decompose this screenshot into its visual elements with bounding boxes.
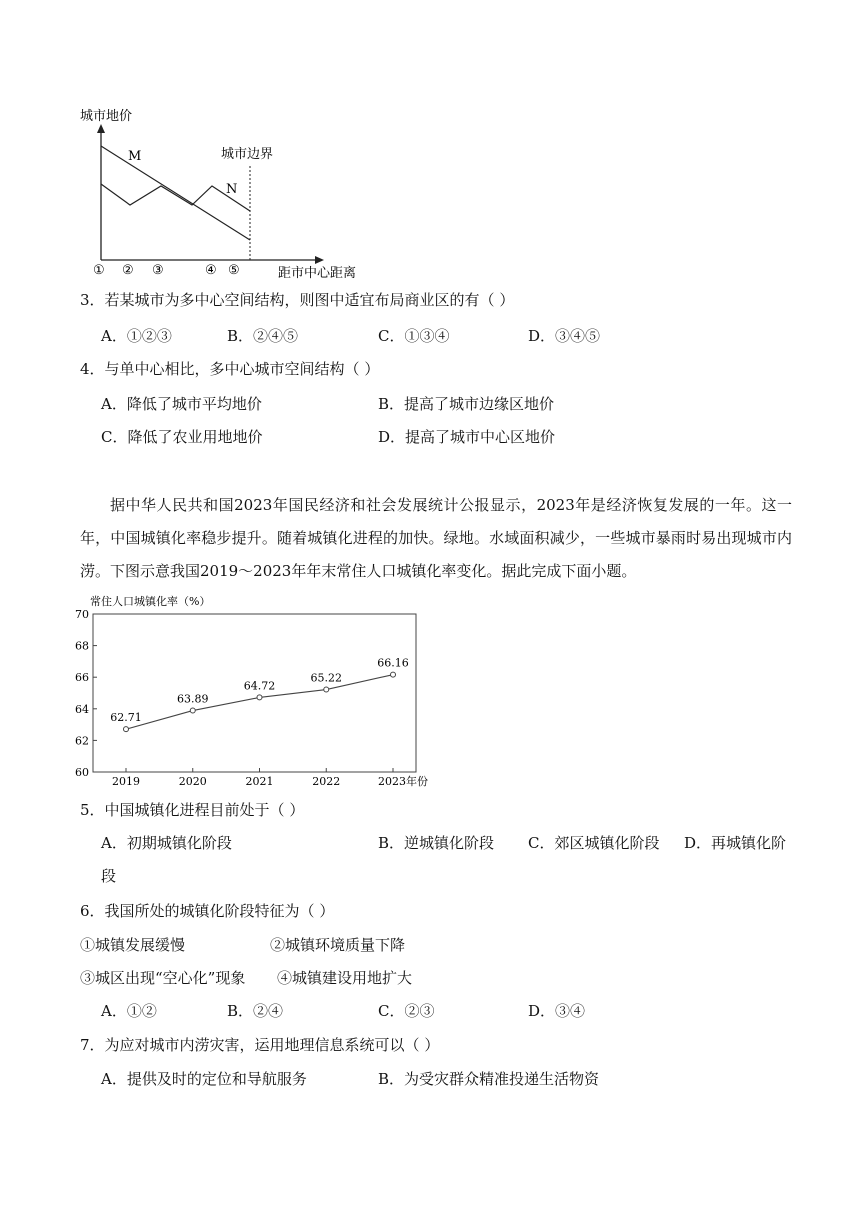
y-tick-label: 68 — [75, 639, 89, 653]
q6-option-b: B．②④ — [227, 1002, 284, 1020]
q3-option-a: A．①②③ — [101, 327, 172, 345]
city-boundary-label: 城市边界 — [221, 147, 274, 162]
q4-option-c: C．降低了农业用地地价 — [101, 428, 263, 446]
chart-plot-frame — [93, 614, 416, 772]
data-label: 65.22 — [310, 671, 342, 685]
q3-option-b: B．②④⑤ — [227, 327, 299, 345]
q7-stem: 7．为应对城市内涝灾害，运用地理信息系统可以（ ） — [80, 1036, 440, 1054]
data-point — [257, 695, 262, 700]
q6-statement-1: ①城镇发展缓慢 — [80, 936, 186, 954]
q4-stem: 4．与单中心相比，多中心城市空间结构（ ） — [80, 360, 380, 378]
position-2: ② — [122, 263, 134, 278]
q6-statement-3: ③城区出现“空心化”现象 — [80, 969, 246, 987]
q7-option-a: A．提供及时的定位和导航服务 — [101, 1070, 307, 1088]
q6-stem: 6．我国所处的城镇化阶段特征为（ ） — [80, 902, 335, 920]
urbanization-rate-chart — [70, 590, 430, 790]
data-label: 62.71 — [110, 711, 142, 725]
figure1-y-arrow — [97, 124, 105, 133]
q4-option-d: D．提高了城市中心区地价 — [378, 428, 556, 446]
q5-option-c: C．郊区城镇化阶段 — [528, 834, 660, 852]
x-tick-label: 2021 — [245, 775, 274, 788]
x-tick-label: 2022 — [312, 775, 341, 788]
data-point — [391, 672, 396, 677]
position-1: ① — [93, 263, 105, 278]
x-tick-label: 2019 — [112, 775, 140, 788]
q5-stem: 5．中国城镇化进程目前处于（ ） — [80, 801, 305, 819]
q4-option-a: A．降低了城市平均地价 — [101, 395, 262, 413]
q5-option-d-wrap: 段 — [101, 867, 117, 885]
passage: 据中华人民共和国2023年国民经济和社会发展统计公报显示，2023年是经济恢复发展的一年。这一年，中国城镇化率稳步提升。随着城镇化进程的加快。绿地。水域面积减少，一些城市暴雨时易出现城市内涝。下图示意我国2019～2023年年末常住人口城镇化率变化。据此完成下面小题。 — [80, 496, 792, 580]
q4-option-b: B．提高了城市边缘区地价 — [378, 395, 555, 413]
figure1-x-axis-label: 距市中心距离 — [278, 266, 357, 281]
line-m-label: M — [128, 149, 142, 164]
q6-option-a: A．①② — [101, 1002, 157, 1020]
position-5: ⑤ — [228, 263, 240, 278]
land-price-figure — [70, 100, 370, 285]
line-n-label: N — [226, 182, 238, 197]
q3-option-d: D．③④⑤ — [528, 327, 601, 345]
q5-option-a: A．初期城镇化阶段 — [101, 834, 232, 852]
q5-option-d: D．再城镇化阶 — [684, 834, 787, 852]
y-tick-label: 66 — [75, 671, 89, 685]
q6-statement-2: ②城镇环境质量下降 — [270, 936, 406, 954]
q6-statement-4: ④城镇建设用地扩大 — [277, 969, 413, 987]
q5-option-b: B．逆城镇化阶段 — [378, 834, 495, 852]
q6-option-d: D．③④ — [528, 1002, 586, 1020]
data-label: 66.16 — [377, 656, 409, 670]
data-label: 63.89 — [177, 692, 209, 706]
y-tick-label: 64 — [75, 702, 89, 716]
figure1-x-arrow — [315, 256, 324, 264]
y-tick-label: 70 — [75, 608, 89, 621]
data-label: 64.72 — [243, 679, 276, 693]
data-point — [124, 727, 129, 732]
chart-title: 常住人口城镇化率（%） — [90, 595, 211, 608]
q7-option-b: B．为受灾群众精准投递生活物资 — [378, 1070, 600, 1088]
position-4: ④ — [205, 263, 217, 278]
figure1-y-axis-label: 城市地价 — [80, 109, 133, 124]
q6-option-c: C．②③ — [378, 1002, 435, 1020]
y-tick-label: 62 — [75, 734, 89, 748]
x-tick-label: 2023年份 — [378, 775, 428, 788]
data-point — [190, 708, 195, 713]
y-tick-label: 60 — [75, 766, 89, 779]
position-3: ③ — [152, 263, 164, 278]
data-point — [324, 687, 329, 692]
x-tick-label: 2020 — [178, 775, 207, 788]
q3-option-c: C．①③④ — [378, 327, 450, 345]
q3-stem: 3．若某城市为多中心空间结构，则图中适宜布局商业区的有（ ） — [80, 291, 515, 309]
